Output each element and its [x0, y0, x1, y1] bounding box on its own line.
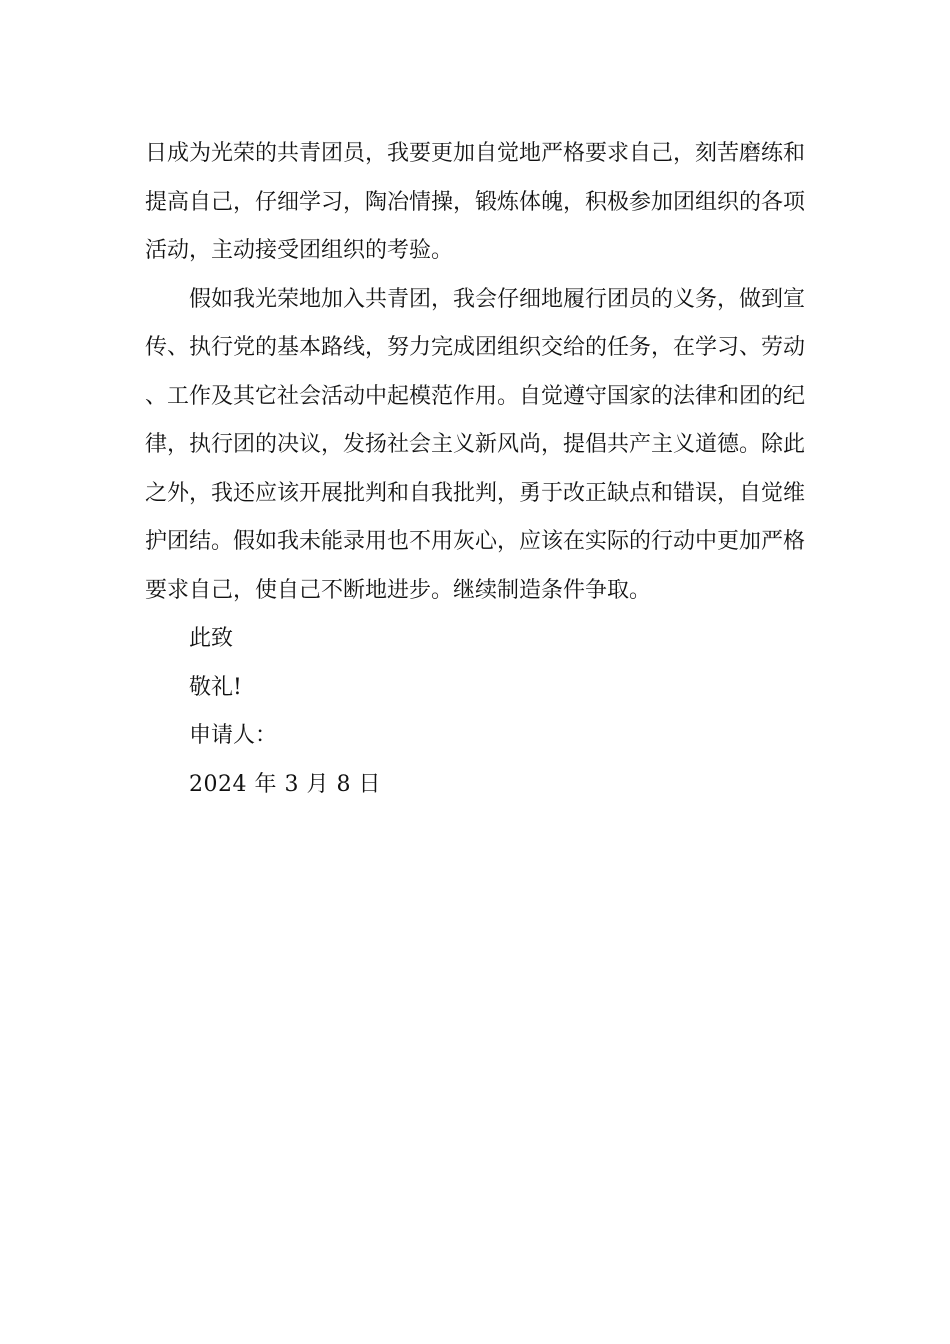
paragraph-2: 假如我光荣地加入共青团，我会仔细地履行团员的义务，做到宣传、执行党的基本路线，努力完成团组织交给的任务，在学习、劳动、工作及其它社会活动中起模范作用。自觉遵守国家的法律和团的纪律，执行团的决议，发扬社会主义新风尚，提倡共产主义道德。除此之外，我还应该开展批判和自我批判，勇于改正缺点和错误，自觉维护团结。假如我未能录用也不用灰心，应该在实际的行动中更加严格要求自己，使自己不断地进步。继续制造条件争取。: [145, 286, 806, 603]
paragraph-1: 日成为光荣的共青团员，我要更加自觉地严格要求自己，刻苦磨练和提高自己，仔细学习，陶冶情操，锻炼体魄，积极参加团组织的各项活动，主动接受团组织的考验。: [145, 141, 806, 263]
signature-date: 2024 年 3 月 8 日: [189, 771, 381, 797]
closing-regards: 敬礼!: [189, 674, 242, 700]
letter-body: [145, 130, 805, 809]
closing-salutation: 此致: [189, 626, 234, 651]
applicant-label: 申请人：: [189, 723, 278, 748]
